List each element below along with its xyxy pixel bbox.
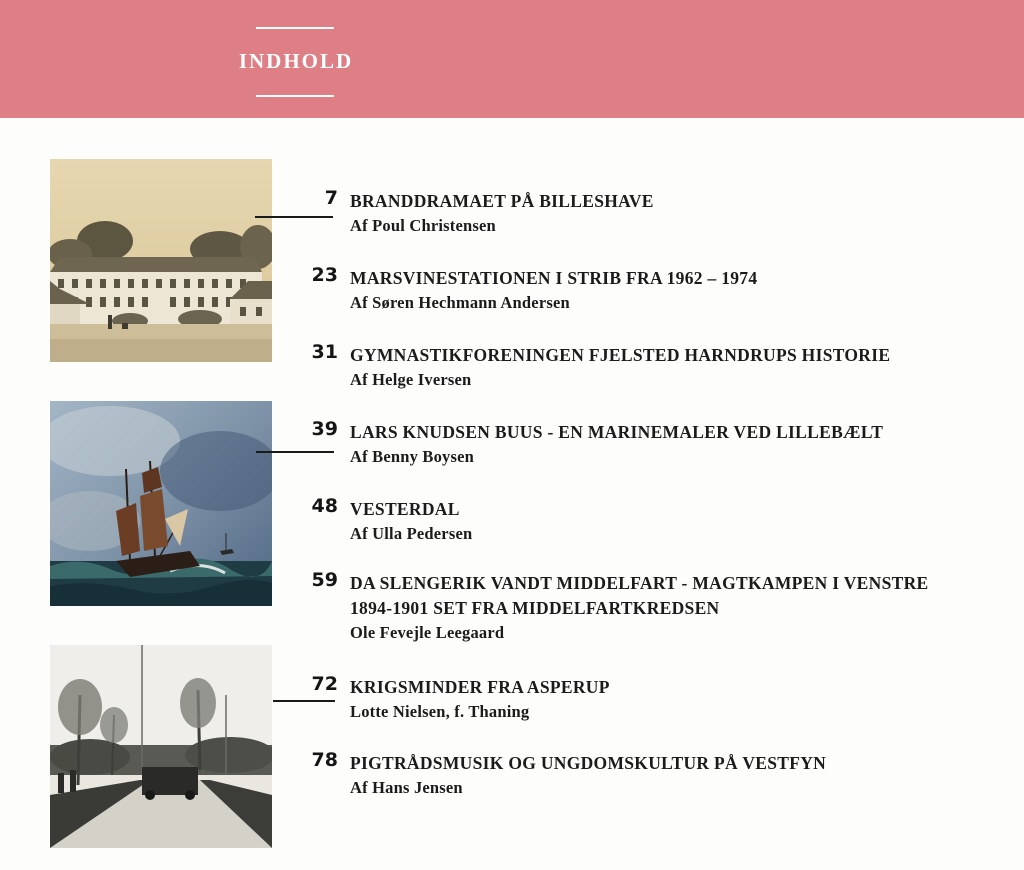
toc-entry[interactable] bbox=[300, 266, 1000, 314]
page-number: 59 bbox=[311, 569, 338, 591]
article-author: Af Hans Jensen bbox=[350, 778, 463, 797]
page-number: 48 bbox=[311, 495, 338, 517]
page-number: 23 bbox=[311, 264, 338, 286]
article-title: PIGTRÅDSMUSIK OG UNGDOMSKULTUR PÅ VESTFYN bbox=[350, 753, 827, 773]
toc-entry[interactable] bbox=[300, 571, 1000, 644]
header-rule-bottom bbox=[256, 95, 334, 97]
article-author: Af Helge Iversen bbox=[350, 370, 472, 389]
toc-entry[interactable] bbox=[300, 420, 1000, 468]
article-title: BRANDDRAMAET PÅ BILLESHAVE bbox=[350, 191, 654, 211]
header-banner bbox=[0, 0, 1024, 118]
article-title-line-2: 1894-1901 SET FRA MIDDELFARTKREDSEN bbox=[350, 598, 720, 618]
page-number: 31 bbox=[311, 341, 338, 363]
article-author: Lotte Nielsen, f. Thaning bbox=[350, 702, 530, 721]
article-author: Af Benny Boysen bbox=[350, 447, 475, 466]
article-title: VESTERDAL bbox=[350, 499, 460, 519]
header-rule-top bbox=[256, 27, 334, 29]
toc-entry[interactable] bbox=[300, 497, 1000, 545]
toc-entry[interactable] bbox=[300, 675, 1000, 723]
manor-house-photo bbox=[50, 159, 272, 362]
article-author: Ole Fevejle Leegaard bbox=[350, 623, 505, 642]
toc-entry[interactable] bbox=[300, 189, 1000, 237]
page-number: 7 bbox=[324, 187, 338, 209]
page-number: 78 bbox=[311, 749, 338, 771]
article-author: Af Søren Hechmann Andersen bbox=[350, 293, 570, 312]
article-title: KRIGSMINDER FRA ASPERUP bbox=[350, 677, 610, 697]
page-title: INDHOLD bbox=[238, 49, 354, 73]
article-title: MARSVINESTATIONEN I STRIB FRA 1962 – 1974 bbox=[350, 268, 758, 288]
article-author: Af Poul Christensen bbox=[350, 216, 496, 235]
article-title: GYMNASTIKFORENINGEN FJELSTED HARNDRUPS HISTORIE bbox=[350, 345, 891, 365]
country-road-photo bbox=[50, 645, 272, 848]
page-number: 39 bbox=[311, 418, 338, 440]
article-title: DA SLENGERIK VANDT MIDDELFART - MAGTKAMPEN I VENSTRE bbox=[350, 573, 929, 593]
article-title: LARS KNUDSEN BUUS - EN MARINEMALER VED LILLEBÆLT bbox=[350, 422, 884, 442]
toc-entry[interactable] bbox=[300, 751, 1000, 799]
page-number: 72 bbox=[311, 673, 338, 695]
article-author: Af Ulla Pedersen bbox=[350, 524, 473, 543]
toc-entry[interactable] bbox=[300, 343, 1000, 391]
sailing-ship-painting bbox=[50, 401, 272, 606]
